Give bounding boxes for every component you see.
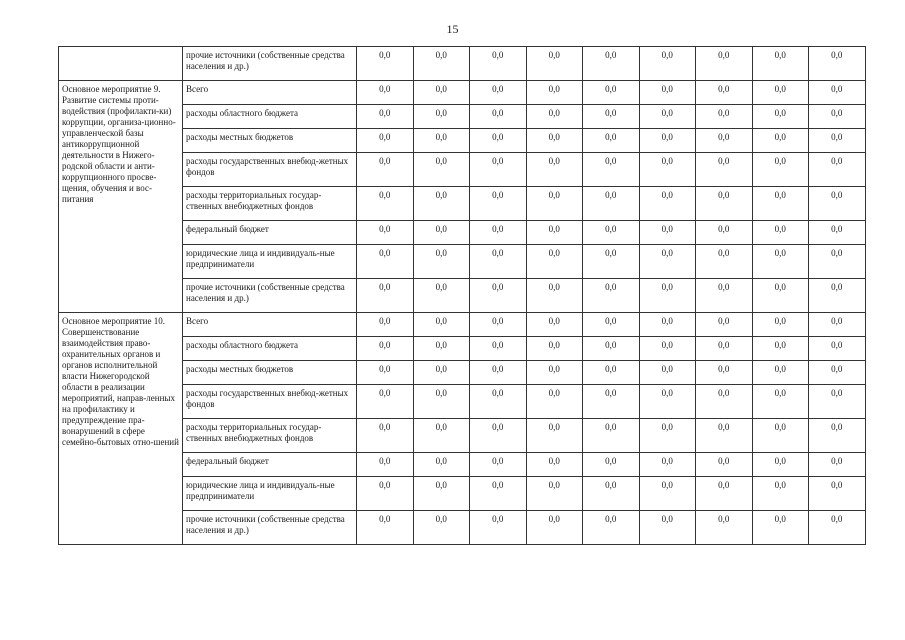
value-cell: 0,0: [639, 81, 696, 105]
funding-source-cell: федеральный бюджет: [183, 221, 357, 245]
funding-source-cell: прочие источники (собственные средства населения и др.): [183, 279, 357, 313]
value-cell: 0,0: [357, 385, 414, 419]
value-cell: 0,0: [696, 279, 753, 313]
value-cell: 0,0: [357, 361, 414, 385]
value-cell: 0,0: [413, 153, 470, 187]
value-cell: 0,0: [526, 245, 583, 279]
value-cell: 0,0: [526, 279, 583, 313]
measure-title-cell: Основное мероприятие 10. Совершенствование взаимодействия право-охранительных органов и органов исполнительной власти Нижегородской области в реализации мероприятий, направ-ленных на профилактику и предупреждение пра-вонарушений в сфере семейно-бытовых отно-шений: [59, 313, 183, 545]
value-cell: 0,0: [752, 153, 809, 187]
value-cell: 0,0: [639, 129, 696, 153]
value-cell: 0,0: [809, 453, 866, 477]
value-cell: 0,0: [583, 47, 640, 81]
value-cell: 0,0: [752, 313, 809, 337]
value-cell: 0,0: [583, 453, 640, 477]
value-cell: 0,0: [470, 81, 527, 105]
value-cell: 0,0: [357, 105, 414, 129]
funding-source-cell: юридические лица и индивидуаль-ные предприниматели: [183, 477, 357, 511]
value-cell: 0,0: [696, 477, 753, 511]
funding-source-cell: Всего: [183, 313, 357, 337]
funding-source-cell: расходы областного бюджета: [183, 337, 357, 361]
value-cell: 0,0: [696, 337, 753, 361]
funding-source-cell: расходы местных бюджетов: [183, 361, 357, 385]
value-cell: 0,0: [470, 105, 527, 129]
value-cell: 0,0: [809, 313, 866, 337]
value-cell: 0,0: [639, 245, 696, 279]
value-cell: 0,0: [809, 105, 866, 129]
value-cell: 0,0: [526, 511, 583, 545]
funding-source-cell: расходы государственных внебюд-жетных фондов: [183, 385, 357, 419]
value-cell: 0,0: [470, 187, 527, 221]
value-cell: 0,0: [526, 419, 583, 453]
value-cell: 0,0: [470, 337, 527, 361]
value-cell: 0,0: [526, 313, 583, 337]
value-cell: 0,0: [639, 221, 696, 245]
value-cell: 0,0: [357, 153, 414, 187]
value-cell: 0,0: [470, 129, 527, 153]
value-cell: 0,0: [470, 153, 527, 187]
value-cell: 0,0: [639, 279, 696, 313]
value-cell: 0,0: [583, 105, 640, 129]
value-cell: 0,0: [413, 361, 470, 385]
value-cell: 0,0: [413, 221, 470, 245]
value-cell: 0,0: [752, 385, 809, 419]
value-cell: 0,0: [470, 47, 527, 81]
value-cell: 0,0: [357, 187, 414, 221]
value-cell: 0,0: [639, 105, 696, 129]
value-cell: 0,0: [583, 279, 640, 313]
value-cell: 0,0: [526, 453, 583, 477]
value-cell: 0,0: [526, 337, 583, 361]
value-cell: 0,0: [809, 153, 866, 187]
value-cell: 0,0: [809, 221, 866, 245]
value-cell: 0,0: [526, 221, 583, 245]
value-cell: 0,0: [583, 419, 640, 453]
value-cell: 0,0: [583, 477, 640, 511]
value-cell: 0,0: [413, 385, 470, 419]
table-body: [59, 47, 866, 545]
value-cell: 0,0: [583, 511, 640, 545]
value-cell: 0,0: [583, 361, 640, 385]
value-cell: 0,0: [752, 279, 809, 313]
value-cell: 0,0: [526, 105, 583, 129]
value-cell: 0,0: [413, 129, 470, 153]
measure-cell-empty: [59, 47, 183, 81]
value-cell: 0,0: [696, 245, 753, 279]
value-cell: 0,0: [752, 361, 809, 385]
value-cell: 0,0: [583, 245, 640, 279]
value-cell: 0,0: [696, 129, 753, 153]
value-cell: 0,0: [696, 81, 753, 105]
value-cell: 0,0: [470, 385, 527, 419]
value-cell: 0,0: [639, 419, 696, 453]
value-cell: 0,0: [357, 511, 414, 545]
value-cell: 0,0: [809, 279, 866, 313]
value-cell: 0,0: [357, 337, 414, 361]
table-row: [59, 47, 866, 81]
value-cell: 0,0: [526, 153, 583, 187]
value-cell: 0,0: [413, 105, 470, 129]
value-cell: 0,0: [696, 385, 753, 419]
value-cell: 0,0: [696, 453, 753, 477]
value-cell: 0,0: [639, 153, 696, 187]
funding-source-cell: расходы областного бюджета: [183, 105, 357, 129]
value-cell: 0,0: [696, 187, 753, 221]
funding-source-cell: юридические лица и индивидуаль-ные предприниматели: [183, 245, 357, 279]
value-cell: 0,0: [752, 419, 809, 453]
value-cell: 0,0: [752, 47, 809, 81]
value-cell: 0,0: [752, 187, 809, 221]
value-cell: 0,0: [470, 477, 527, 511]
value-cell: 0,0: [583, 221, 640, 245]
value-cell: 0,0: [696, 313, 753, 337]
value-cell: 0,0: [357, 47, 414, 81]
value-cell: 0,0: [357, 129, 414, 153]
value-cell: 0,0: [470, 419, 527, 453]
value-cell: 0,0: [809, 385, 866, 419]
value-cell: 0,0: [809, 245, 866, 279]
value-cell: 0,0: [696, 511, 753, 545]
value-cell: 0,0: [752, 337, 809, 361]
value-cell: 0,0: [809, 477, 866, 511]
budget-table: [58, 46, 866, 545]
value-cell: 0,0: [413, 187, 470, 221]
value-cell: 0,0: [583, 385, 640, 419]
value-cell: 0,0: [526, 385, 583, 419]
funding-source-cell: расходы государственных внебюд-жетных фондов: [183, 153, 357, 187]
value-cell: 0,0: [639, 385, 696, 419]
value-cell: 0,0: [639, 313, 696, 337]
value-cell: 0,0: [526, 361, 583, 385]
value-cell: 0,0: [470, 453, 527, 477]
value-cell: 0,0: [357, 279, 414, 313]
value-cell: 0,0: [639, 511, 696, 545]
value-cell: 0,0: [413, 245, 470, 279]
value-cell: 0,0: [639, 47, 696, 81]
value-cell: 0,0: [696, 361, 753, 385]
value-cell: 0,0: [526, 129, 583, 153]
value-cell: 0,0: [583, 337, 640, 361]
value-cell: 0,0: [696, 105, 753, 129]
value-cell: 0,0: [752, 105, 809, 129]
value-cell: 0,0: [696, 419, 753, 453]
value-cell: 0,0: [752, 511, 809, 545]
value-cell: 0,0: [752, 129, 809, 153]
value-cell: 0,0: [526, 81, 583, 105]
value-cell: 0,0: [470, 279, 527, 313]
value-cell: 0,0: [413, 419, 470, 453]
funding-source-cell: расходы территориальных государ-ственных внебюджетных фондов: [183, 187, 357, 221]
funding-source-cell: расходы местных бюджетов: [183, 129, 357, 153]
value-cell: 0,0: [470, 361, 527, 385]
value-cell: 0,0: [583, 81, 640, 105]
funding-source-cell: прочие источники (собственные средства населения и др.): [183, 511, 357, 545]
table-row: [59, 313, 866, 337]
value-cell: 0,0: [752, 81, 809, 105]
value-cell: 0,0: [470, 313, 527, 337]
value-cell: 0,0: [809, 511, 866, 545]
value-cell: 0,0: [526, 47, 583, 81]
value-cell: 0,0: [639, 187, 696, 221]
value-cell: 0,0: [696, 221, 753, 245]
value-cell: 0,0: [413, 313, 470, 337]
value-cell: 0,0: [809, 337, 866, 361]
table-row: [59, 81, 866, 105]
value-cell: 0,0: [357, 245, 414, 279]
value-cell: 0,0: [470, 221, 527, 245]
value-cell: 0,0: [809, 361, 866, 385]
value-cell: 0,0: [470, 245, 527, 279]
value-cell: 0,0: [413, 279, 470, 313]
value-cell: 0,0: [639, 337, 696, 361]
value-cell: 0,0: [752, 453, 809, 477]
value-cell: 0,0: [809, 81, 866, 105]
value-cell: 0,0: [752, 245, 809, 279]
value-cell: 0,0: [752, 221, 809, 245]
value-cell: 0,0: [357, 453, 414, 477]
value-cell: 0,0: [357, 419, 414, 453]
value-cell: 0,0: [809, 187, 866, 221]
value-cell: 0,0: [583, 153, 640, 187]
value-cell: 0,0: [357, 81, 414, 105]
page-number: 15: [446, 22, 459, 36]
funding-source-cell: федеральный бюджет: [183, 453, 357, 477]
funding-source-cell: прочие источники (собственные средства населения и др.): [183, 47, 357, 81]
value-cell: 0,0: [639, 453, 696, 477]
value-cell: 0,0: [583, 187, 640, 221]
value-cell: 0,0: [413, 511, 470, 545]
value-cell: 0,0: [413, 453, 470, 477]
value-cell: 0,0: [752, 477, 809, 511]
funding-source-cell: Всего: [183, 81, 357, 105]
value-cell: 0,0: [639, 361, 696, 385]
value-cell: 0,0: [357, 477, 414, 511]
value-cell: 0,0: [583, 129, 640, 153]
value-cell: 0,0: [526, 187, 583, 221]
value-cell: 0,0: [583, 313, 640, 337]
measure-title-cell: Основное мероприятие 9. Развитие системы проти-водействия (профилакти-ки) коррупции, организа-ционно-управленческой базы антикоррупционной деятельности в Нижего-родской области и анти-коррупционного просве-щения, обучения и вос-питания: [59, 81, 183, 313]
value-cell: 0,0: [413, 477, 470, 511]
value-cell: 0,0: [809, 419, 866, 453]
value-cell: 0,0: [470, 511, 527, 545]
value-cell: 0,0: [413, 337, 470, 361]
value-cell: 0,0: [696, 153, 753, 187]
value-cell: 0,0: [413, 81, 470, 105]
value-cell: 0,0: [809, 47, 866, 81]
funding-source-cell: расходы территориальных государ-ственных внебюджетных фондов: [183, 419, 357, 453]
value-cell: 0,0: [696, 47, 753, 81]
value-cell: 0,0: [413, 47, 470, 81]
value-cell: 0,0: [639, 477, 696, 511]
value-cell: 0,0: [809, 129, 866, 153]
value-cell: 0,0: [357, 313, 414, 337]
value-cell: 0,0: [357, 221, 414, 245]
value-cell: 0,0: [526, 477, 583, 511]
